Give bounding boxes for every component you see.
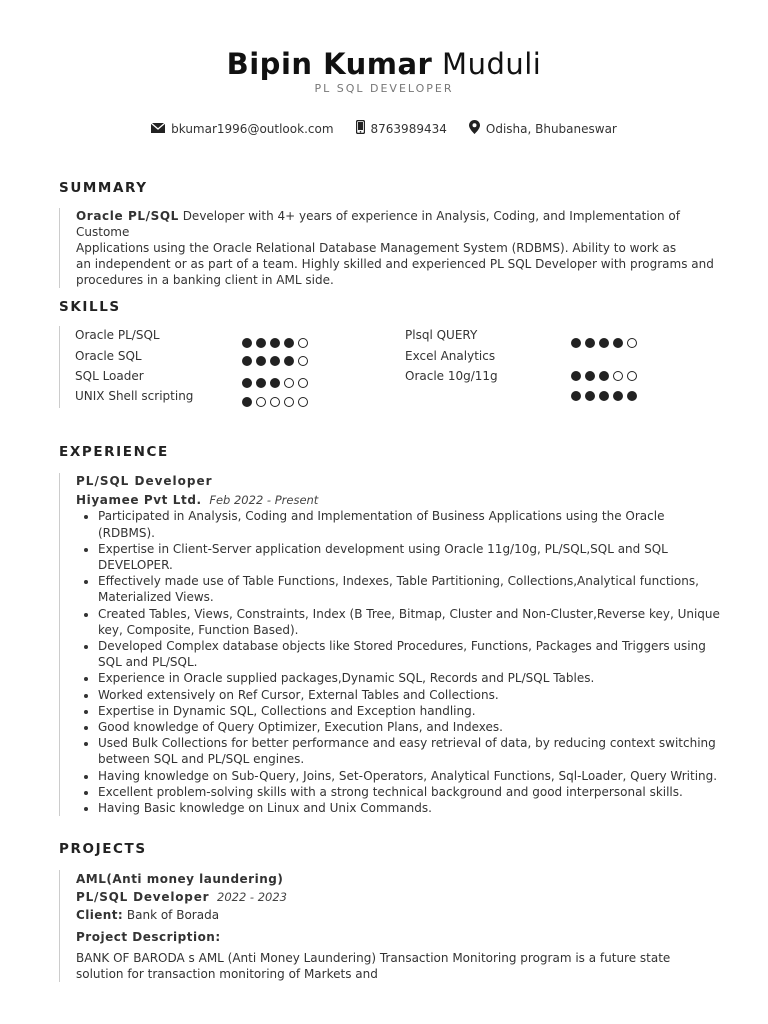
filled-dot-icon — [599, 371, 609, 381]
skills-heading: SKILLS — [59, 299, 121, 315]
experience-bullet — [98, 541, 736, 573]
project-years: 2022 - 2023 — [217, 890, 287, 904]
experience-bullet-line: SQL and PL/SQL. — [98, 655, 198, 670]
experience-bullet-line: • Experience in Oracle supplied packages,Dynamic SQL, Records and PL/SQL Tables. — [98, 671, 595, 686]
filled-dot-icon — [585, 338, 595, 348]
experience-bullet-line: between SQL and PL/SQL engines. — [98, 752, 305, 767]
filled-dot-icon — [613, 391, 623, 401]
skill-rating — [242, 333, 312, 352]
envelope-icon — [151, 122, 165, 136]
skills-divider — [59, 326, 60, 408]
email-text: bkumar1996@outlook.com — [171, 121, 334, 136]
experience-bullet — [98, 573, 736, 605]
filled-dot-icon — [613, 338, 623, 348]
contact-location — [469, 120, 617, 137]
filled-dot-icon — [585, 371, 595, 381]
client-label: Client: — [76, 908, 124, 922]
job-title: PL/SQL Developer — [76, 474, 213, 488]
project-entry — [59, 870, 736, 982]
empty-dot-icon — [256, 397, 266, 407]
skill-rating — [242, 373, 312, 392]
filled-dot-icon — [585, 391, 595, 401]
filled-dot-icon — [599, 338, 609, 348]
job-role: PL SQL DEVELOPER — [314, 82, 454, 95]
skill-label: Plsql QUERY — [405, 328, 478, 342]
job-period: Feb 2022 - Present — [209, 493, 319, 508]
filled-dot-icon — [256, 378, 266, 388]
filled-dot-icon — [627, 391, 637, 401]
phone-text: 8763989434 — [370, 121, 447, 136]
contact-bar — [0, 120, 768, 137]
filled-dot-icon — [256, 356, 266, 366]
empty-dot-icon — [298, 397, 308, 407]
experience-bullet — [98, 606, 736, 638]
experience-bullet — [98, 800, 736, 816]
project-role-line — [76, 888, 736, 906]
summary-bold-lead: Oracle PL/SQL — [76, 209, 179, 223]
filled-dot-icon — [270, 378, 280, 388]
experience-bullet-line: • Developed Complex database objects like Stored Procedures, Functions, Packages and Triggers using — [98, 639, 706, 654]
empty-dot-icon — [613, 371, 623, 381]
experience-bullet-line: key, Composite, Function Based). — [98, 622, 299, 637]
skill-rating — [242, 351, 312, 370]
experience-bullet-line: • Good knowledge of Query Optimizer, Execution Plans, and Indexes. — [98, 720, 503, 735]
first-name: Bipin Kumar — [226, 47, 433, 81]
skill-label: UNIX Shell scripting — [75, 389, 194, 403]
filled-dot-icon — [256, 338, 266, 348]
projects-heading: PROJECTS — [59, 841, 147, 857]
contact-email[interactable] — [151, 120, 333, 137]
skill-label: SQL Loader — [75, 369, 144, 383]
empty-dot-icon — [284, 397, 294, 407]
experience-bullet-line: Materialized Views. — [98, 590, 214, 605]
phone-icon — [356, 120, 365, 137]
skill-label: Oracle PL/SQL — [75, 328, 160, 342]
experience-bullet-line: • Effectively made use of Table Functions, Indexes, Table Partitioning, Collections,Analytical functions, — [98, 574, 699, 589]
experience-bullet — [98, 719, 736, 735]
project-description-label: Project Description: — [76, 930, 221, 944]
summary-line-1 — [76, 208, 736, 240]
experience-bullet-line: (RDBMS). — [98, 525, 155, 540]
experience-bullet — [98, 735, 736, 767]
experience-entry — [59, 473, 736, 816]
empty-dot-icon — [627, 371, 637, 381]
experience-bullet-line: DEVELOPER. — [98, 558, 173, 573]
skill-rating — [571, 333, 641, 352]
map-pin-icon — [469, 120, 480, 137]
filled-dot-icon — [571, 338, 581, 348]
skill-label: Oracle SQL — [75, 349, 142, 363]
skill-label: Excel Analytics — [405, 349, 496, 363]
filled-dot-icon — [571, 391, 581, 401]
company-line — [76, 492, 736, 508]
summary-text — [59, 208, 736, 288]
contact-phone[interactable] — [356, 120, 447, 137]
experience-bullet-line: • Expertise in Dynamic SQL, Collections and Exception handling. — [98, 703, 476, 718]
project-description-line-1: BANK OF BARODA s AML (Anti Money Laundering) Transaction Monitoring program is a future state — [76, 951, 671, 965]
summary-heading: SUMMARY — [59, 180, 148, 196]
experience-bullet — [98, 508, 736, 540]
filled-dot-icon — [242, 356, 252, 366]
experience-bullet-line: • Having Basic knowledge on Linux and Unix Commands. — [98, 801, 432, 816]
experience-bullet — [98, 784, 736, 800]
experience-heading: EXPERIENCE — [59, 444, 169, 460]
experience-bullet-line: • Having knowledge on Sub-Query, Joins, Set-Operators, Analytical Functions, Sql-Loader, Query Writing. — [98, 768, 718, 783]
skill-rating — [571, 386, 641, 405]
filled-dot-icon — [242, 397, 252, 407]
experience-bullet-line: • Expertise in Client-Server application development using Oracle 11g/10g, PL/SQL,SQL and SQL — [98, 541, 668, 556]
filled-dot-icon — [242, 338, 252, 348]
filled-dot-icon — [284, 356, 294, 366]
filled-dot-icon — [270, 356, 280, 366]
candidate-name — [0, 44, 768, 84]
filled-dot-icon — [284, 338, 294, 348]
last-name: Muduli — [442, 47, 542, 81]
project-role: PL/SQL Developer — [76, 890, 210, 904]
filled-dot-icon — [270, 338, 280, 348]
experience-bullet-line: • Created Tables, Views, Constraints, Index (B Tree, Bitmap, Cluster and Non-Cluster,Reverse key, Unique — [98, 606, 720, 621]
experience-bullet — [98, 687, 736, 703]
experience-bullets — [76, 508, 736, 816]
filled-dot-icon — [599, 391, 609, 401]
experience-bullet-line: • Participated in Analysis, Coding and Implementation of Business Applications using the Oracle — [98, 509, 665, 524]
experience-bullet-line: • Excellent problem-solving skills with a strong technical background and good interpersonal skills. — [98, 784, 683, 799]
experience-bullet — [98, 638, 736, 670]
skill-label: Oracle 10g/11g — [405, 369, 498, 383]
experience-bullet — [98, 703, 736, 719]
project-description-line-2: solution for transaction monitoring of Markets and — [76, 967, 378, 981]
summary-line-2: Applications using the Oracle Relational Database Management System (RDBMS). Ability to work as — [76, 241, 677, 255]
experience-bullet — [98, 670, 736, 686]
empty-dot-icon — [627, 338, 637, 348]
experience-bullet-line: • Used Bulk Collections for better performance and easy retrieval of data, by reducing context switching — [98, 736, 716, 751]
empty-dot-icon — [298, 378, 308, 388]
project-name: AML(Anti money laundering) — [76, 872, 284, 886]
experience-bullet-line: • Worked extensively on Ref Cursor, External Tables and Collections. — [98, 687, 499, 702]
summary-line-4: procedures in a banking client in AML side. — [76, 273, 334, 287]
client-value: Bank of Borada — [123, 908, 220, 922]
summary-line-3: an independent or as part of a team. Highly skilled and experienced PL SQL Developer with programs and — [76, 257, 714, 271]
empty-dot-icon — [298, 338, 308, 348]
summary-line-1-rest: Developer with 4+ years of experience in Analysis, Coding, and Implementation of Custome — [76, 209, 680, 239]
location-text: Odisha, Bhubaneswar — [485, 121, 617, 136]
empty-dot-icon — [270, 397, 280, 407]
skill-rating — [571, 366, 641, 385]
project-client-line — [76, 906, 736, 924]
skill-rating — [242, 392, 312, 411]
empty-dot-icon — [284, 378, 294, 388]
company-name: Hiyamee Pvt Ltd. — [76, 493, 202, 508]
experience-bullet — [98, 768, 736, 784]
filled-dot-icon — [571, 371, 581, 381]
empty-dot-icon — [298, 356, 308, 366]
filled-dot-icon — [242, 378, 252, 388]
